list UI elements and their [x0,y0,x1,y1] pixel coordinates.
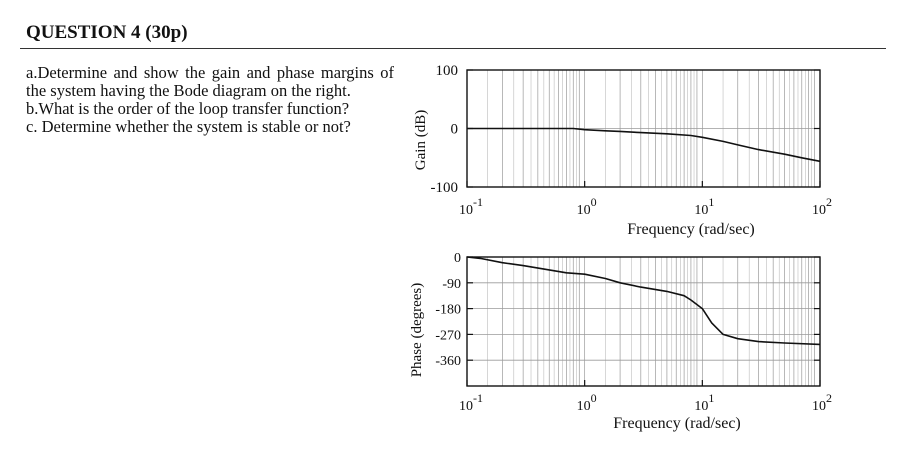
plot-frame [467,257,820,386]
question-part-b: b.What is the order of the loop transfer function? [26,99,350,118]
y-tick-label: -180 [435,302,461,318]
x-tick-base: 10 [459,399,473,414]
x-tick-label [694,195,714,218]
question-title: QUESTION 4 (30p) [26,22,188,43]
x-tick-exponent: 2 [826,391,832,405]
question-part-a: a.Determine and show the gain and phase margins of the system having the Bode diagram on the right. [26,63,394,100]
y-tick-label: 0 [454,251,461,266]
x-tick-exponent: 0 [590,391,597,405]
x-tick-base: 10 [459,203,473,218]
x-tick-base: 10 [812,203,826,218]
x-tick-base: 10 [694,203,709,218]
y-tick-label: -270 [435,328,461,344]
x-tick-label [459,195,483,218]
y-tick-label: -360 [435,354,461,370]
y-tick-label: -100 [430,180,458,196]
x-tick-exponent: 2 [826,195,832,209]
y-axis-label: Phase (degrees) [409,282,425,378]
bode-panel-phase [409,251,832,432]
x-tick-label [694,391,714,414]
x-tick-label [577,195,597,218]
x-tick-label [812,391,832,414]
x-tick-exponent: -1 [473,391,483,405]
gain-curve [467,129,820,162]
y-axis-label: Gain (dB) [413,109,429,171]
phase-curve [467,257,820,344]
question-part-c: c. Determine whether the system is stable or not? [26,117,351,136]
x-axis-label: Frequency (rad/sec) [627,221,755,238]
x-tick-exponent: 1 [708,391,715,405]
y-tick-label: -90 [442,276,461,292]
x-tick-label [812,195,832,218]
x-tick-label [577,391,597,414]
x-tick-exponent: 0 [590,195,597,209]
x-tick-base: 10 [812,399,826,414]
bode-panel-gain [413,63,832,238]
y-tick-label: 0 [450,121,458,138]
grid-lines [467,257,815,386]
x-axis-label: Frequency (rad/sec) [613,415,741,432]
y-tick-label: 100 [435,63,458,79]
x-tick-base: 10 [694,399,709,414]
x-tick-label [459,391,483,414]
x-tick-exponent: -1 [473,195,483,209]
x-tick-base: 10 [576,399,591,414]
x-tick-exponent: 1 [708,195,715,209]
x-tick-base: 10 [576,203,591,218]
